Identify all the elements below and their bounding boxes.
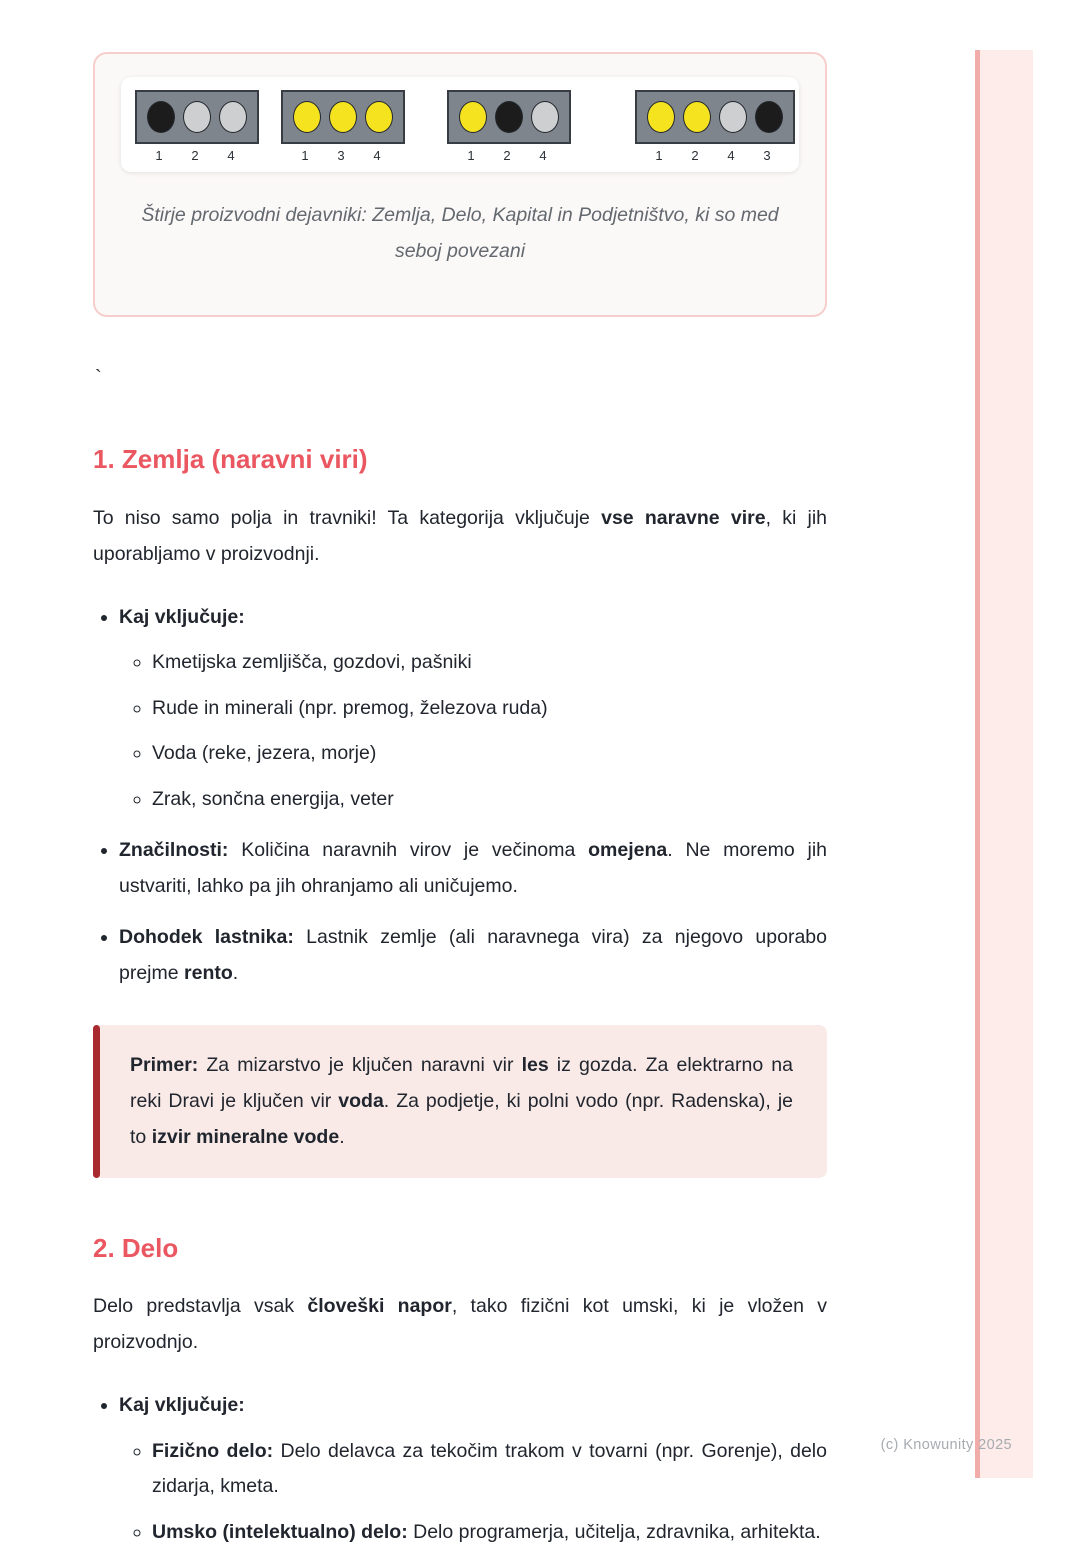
section	[93, 1234, 827, 1550]
stray-backtick: `	[95, 367, 102, 390]
light-label: 2	[691, 148, 699, 163]
section-heading: 1. Zemlja (naravni viri)	[93, 444, 368, 475]
light-label: 2	[503, 148, 511, 163]
light-label: 1	[467, 148, 475, 163]
black-light-icon	[495, 101, 523, 133]
sub-bullet-item: ◦ Umsko (intelektualno) delo: Delo programerja, učitelja, zdravnika, arhitekta.	[152, 1515, 827, 1550]
bullet-list	[93, 600, 827, 991]
yellow-light-icon	[329, 101, 357, 133]
callout-text: Primer: Za mizarstvo je ključen naravni vir les iz gozda. Za elektrarno na reki Dravi je ključen vir voda. Za podjetje, ki polni vodo (npr. Radenska), je to izvir mineralne vode.	[130, 1054, 793, 1149]
yellow-light-icon	[683, 101, 711, 133]
light-box	[135, 90, 259, 144]
sections-container	[93, 445, 827, 1550]
traffic-light-panel	[281, 90, 405, 163]
section-intro: Delo predstavlja vsak človeški napor, tako fizični kot umski, ki je vložen v proizvodnjo.	[93, 1295, 827, 1353]
sub-bullet-list	[119, 645, 827, 817]
yellow-light-icon	[365, 101, 393, 133]
yellow-light-icon	[459, 101, 487, 133]
light-label: 1	[655, 148, 663, 163]
yellow-light-icon	[647, 101, 675, 133]
sub-bullet-item: ◦ Zrak, sončna energija, veter	[152, 782, 827, 817]
light-label: 2	[191, 148, 199, 163]
light-label-row	[281, 148, 405, 163]
gray-light-icon	[183, 101, 211, 133]
light-label: 4	[539, 148, 547, 163]
section	[93, 445, 827, 1177]
light-box	[281, 90, 405, 144]
light-box	[447, 90, 571, 144]
sub-bullet-item: ◦ Voda (reke, jezera, morje)	[152, 736, 827, 771]
yellow-light-icon	[293, 101, 321, 133]
bullet-item: • Značilnosti: Količina naravnih virov je večinoma omejena. Ne moremo jih ustvariti, lahko pa jih ohranjamo ali uničujemo.	[119, 833, 827, 904]
gray-light-icon	[219, 101, 247, 133]
sub-bullet-item: ◦ Fizično delo: Delo delavca za tekočim trakom v tovarni (npr. Gorenje), delo zidarja, kmeta.	[152, 1434, 827, 1505]
light-label: 4	[727, 148, 735, 163]
sub-bullet-item: ◦ Rude in minerali (npr. premog, železova ruda)	[152, 691, 827, 726]
sub-bullet-list	[119, 1434, 827, 1550]
bullet-item: • Kaj vključuje: ◦ Kmetijska zemljišča, gozdovi, pašniki ◦ Rude in minerali (npr. premog, železova ruda) ◦ Voda (reke, jezera, morje) ◦ Zrak, sončna energija, veter	[119, 600, 827, 817]
light-box	[635, 90, 795, 144]
light-label: 4	[227, 148, 235, 163]
bullet-list	[93, 1388, 827, 1550]
light-label: 1	[155, 148, 163, 163]
section-intro: To niso samo polja in travniki! Ta kategorija vključuje vse naravne vire, ki jih uporabljamo v proizvodnji.	[93, 507, 827, 565]
page-accent-rail	[975, 50, 1033, 1478]
bullet-item: • Kaj vključuje: ◦ Fizično delo: Delo delavca za tekočim trakom v tovarni (npr. Gorenje), delo zidarja, kmeta. ◦ Umsko (intelektualno) delo: Delo programerja, učitelja, zdravnika, arhitekta.	[119, 1388, 827, 1550]
light-label: 4	[373, 148, 381, 163]
black-light-icon	[755, 101, 783, 133]
figure-caption: Štirje proizvodni dejavniki: Zemlja, Delo, Kapital in Podjetništvo, ki so med seboj povezani	[141, 204, 779, 263]
traffic-light-panel	[135, 90, 259, 163]
traffic-light-panel	[447, 90, 571, 163]
copyright-note: (c) Knowunity 2025	[880, 1437, 1012, 1453]
light-label: 1	[301, 148, 309, 163]
light-label-row	[135, 148, 259, 163]
bullet-item: • Dohodek lastnika: Lastnik zemlje (ali naravnega vira) za njegovo uporabo prejme rento.	[119, 920, 827, 991]
section-heading: 2. Delo	[93, 1232, 179, 1263]
light-label: 3	[763, 148, 771, 163]
gray-light-icon	[531, 101, 559, 133]
gray-light-icon	[719, 101, 747, 133]
document-content	[93, 52, 827, 1550]
light-label-row	[447, 148, 571, 163]
black-light-icon	[147, 101, 175, 133]
traffic-light-panel	[635, 90, 795, 163]
light-label-row	[635, 148, 795, 163]
example-callout	[93, 1025, 827, 1177]
figure-image	[121, 77, 799, 172]
figure-card	[93, 52, 827, 317]
light-label: 3	[337, 148, 345, 163]
sub-bullet-item: ◦ Kmetijska zemljišča, gozdovi, pašniki	[152, 645, 827, 680]
